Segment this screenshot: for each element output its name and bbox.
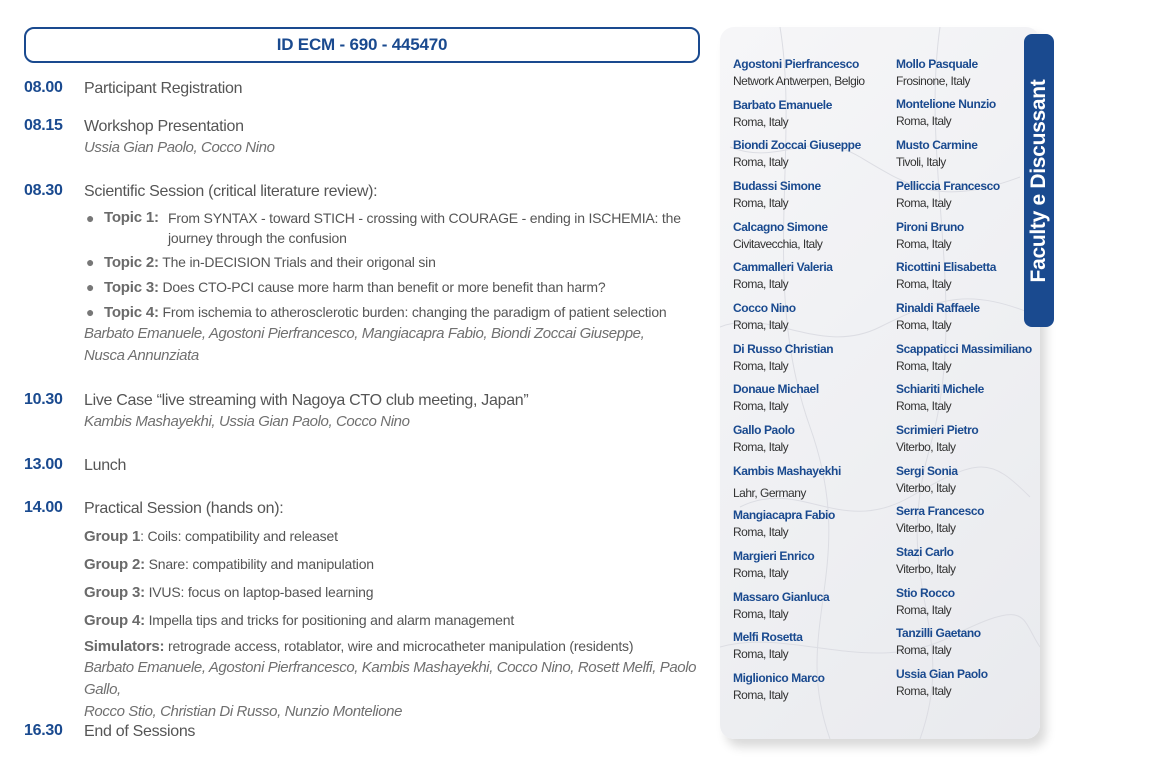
- topic-label: Topic 2:: [104, 254, 159, 271]
- faculty-city: Roma, Italy: [896, 318, 952, 332]
- faculty-name: Cammalleri Valeria: [733, 260, 833, 274]
- faculty-name: Montelione Nunzio: [896, 97, 996, 111]
- topic-label: Topic 3:: [104, 279, 159, 296]
- speaker-names: Barbato Emanuele, Agostoni Pierfrancesco, Mangiacapra Fabio, Biondi Zoccai Giuseppe,: [84, 325, 645, 342]
- group-label: Simulators:: [84, 638, 165, 655]
- bullet-icon: ●: [86, 279, 95, 295]
- faculty-city: Roma, Italy: [896, 684, 952, 698]
- faculty-city: Roma, Italy: [733, 115, 789, 129]
- group-label: Group 4:: [84, 612, 145, 629]
- group-text: IVUS: focus on laptop-based learning: [144, 584, 374, 600]
- faculty-entry: [733, 219, 883, 253]
- faculty-city: Roma, Italy: [733, 440, 789, 454]
- faculty-city: Roma, Italy: [733, 399, 789, 413]
- faculty-city: Lahr, Germany: [733, 486, 806, 500]
- faculty-entry: [733, 300, 883, 334]
- group-text: retrograde access, rotablator, wire and microcatheter manipulation (residents): [164, 638, 634, 654]
- faculty-name: Ricottini Elisabetta: [896, 260, 997, 274]
- faculty-name: Cocco Nino: [733, 301, 796, 315]
- faculty-city: Roma, Italy: [896, 359, 952, 373]
- faculty-city: Viterbo, Italy: [896, 521, 956, 535]
- faculty-name: Musto Carmine: [896, 138, 978, 152]
- faculty-entry: [733, 259, 883, 293]
- faculty-entry: [896, 544, 1046, 578]
- faculty-entry: [733, 629, 883, 663]
- faculty-city: Roma, Italy: [733, 277, 789, 291]
- faculty-entry: [733, 341, 883, 375]
- faculty-entry: [733, 548, 883, 582]
- schedule-time: 08.15: [24, 117, 63, 134]
- topic-item: [84, 208, 704, 248]
- schedule-time: 10.30: [24, 391, 63, 408]
- faculty-city: Roma, Italy: [896, 237, 952, 251]
- ecm-id-banner: [24, 27, 700, 63]
- topic-label: Topic 4:: [104, 304, 159, 321]
- faculty-entry: [896, 422, 1046, 456]
- schedule-time: 08.00: [24, 79, 63, 96]
- schedule-item-0815: [24, 117, 704, 159]
- faculty-name: Rinaldi Raffaele: [896, 301, 980, 315]
- schedule-title: End of Sessions: [84, 723, 196, 740]
- faculty-name: Pelliccia Francesco: [896, 179, 1000, 193]
- faculty-entry: [896, 585, 1046, 619]
- faculty-city: Roma, Italy: [733, 318, 789, 332]
- faculty-city: Roma, Italy: [733, 155, 789, 169]
- faculty-name: Miglionico Marco: [733, 671, 825, 685]
- topic-text: The in-DECISION Trials and their origonal sin: [162, 254, 436, 270]
- topic-item: [84, 252, 704, 273]
- topic-text: Does CTO-PCI cause more harm than benefit or more benefit than harm?: [162, 279, 606, 295]
- faculty-entry: [733, 422, 883, 456]
- faculty-name: Mollo Pasquale: [896, 57, 978, 71]
- speaker-names: Nusca Annunziata: [84, 347, 199, 364]
- faculty-entry: [733, 137, 883, 171]
- faculty-name: Kambis Mashayekhi: [733, 464, 841, 478]
- faculty-entry: [733, 178, 883, 212]
- group-item: [84, 582, 704, 603]
- faculty-city: Viterbo, Italy: [896, 481, 956, 495]
- schedule-item-1030: [24, 391, 704, 433]
- faculty-name: Barbato Emanuele: [733, 98, 832, 112]
- faculty-entry: [733, 97, 883, 131]
- faculty-name: Schiariti Michele: [896, 382, 984, 396]
- faculty-city: Roma, Italy: [733, 359, 789, 373]
- group-item: [84, 526, 704, 547]
- faculty-tab-label: Faculty e Discussant: [1027, 79, 1050, 282]
- faculty-name: Agostoni Pierfrancesco: [733, 57, 859, 71]
- faculty-entry: [733, 670, 883, 704]
- schedule-title: Lunch: [84, 457, 127, 474]
- group-text: Impella tips and tricks for positioning and alarm management: [144, 612, 515, 628]
- faculty-name: Di Russo Christian: [733, 342, 834, 356]
- faculty-name: Stio Rocco: [896, 586, 955, 600]
- faculty-city: Civitavecchia, Italy: [733, 237, 823, 251]
- faculty-entry: [896, 463, 1046, 497]
- faculty-tab: [1024, 34, 1054, 327]
- simulators-item: [84, 636, 704, 657]
- speaker-names: Barbato Emanuele, Agostoni Pierfrancesco, Kambis Mashayekhi, Cocco Nino, Rosett Melfi, Paolo Gallo,: [84, 659, 697, 698]
- faculty-entry: [733, 589, 883, 623]
- faculty-city: Tivoli, Italy: [896, 155, 946, 169]
- faculty-name: Budassi Simone: [733, 179, 821, 193]
- faculty-name: Serra Francesco: [896, 504, 985, 518]
- faculty-city: Viterbo, Italy: [896, 440, 956, 454]
- schedule-time: 14.00: [24, 499, 63, 516]
- faculty-name: Scrimieri Pietro: [896, 423, 979, 437]
- bullet-icon: ●: [86, 304, 95, 320]
- faculty-city: Roma, Italy: [733, 688, 789, 702]
- topic-text: From ischemia to atherosclerotic burden: changing the paradigm of patient selection: [162, 304, 667, 320]
- faculty-city: Roma, Italy: [733, 607, 789, 621]
- group-label: Group 1: [84, 528, 141, 545]
- faculty-name: Donaue Michael: [733, 382, 819, 396]
- faculty-entry: [896, 381, 1046, 415]
- group-text: : Coils: compatibility and releaset: [140, 528, 338, 544]
- faculty-city: Roma, Italy: [896, 399, 952, 413]
- faculty-entry: [733, 56, 883, 90]
- faculty-city: Roma, Italy: [896, 603, 952, 617]
- group-label: Group 3:: [84, 584, 145, 601]
- bullet-icon: ●: [86, 210, 95, 226]
- faculty-city: Roma, Italy: [896, 277, 952, 291]
- schedule-title: Participant Registration: [84, 80, 243, 97]
- faculty-entry: [896, 503, 1046, 537]
- faculty-name: Gallo Paolo: [733, 423, 795, 437]
- faculty-name: Massaro Gianluca: [733, 590, 830, 604]
- speaker-names: Rocco Stio, Christian Di Russo, Nunzio Montelione: [84, 703, 403, 720]
- faculty-name: Melfi Rosetta: [733, 630, 803, 644]
- schedule-time: 08.30: [24, 182, 63, 199]
- schedule-item-1630: [24, 722, 704, 742]
- faculty-city: Roma, Italy: [733, 196, 789, 210]
- speaker-names: Ussia Gian Paolo, Cocco Nino: [84, 139, 275, 156]
- schedule-title: Practical Session (hands on):: [84, 500, 284, 517]
- faculty-name: Ussia Gian Paolo: [896, 667, 988, 681]
- faculty-city: Roma, Italy: [896, 114, 952, 128]
- faculty-entry: [896, 341, 1046, 375]
- schedule-item-0830: [24, 182, 704, 367]
- faculty-city: Roma, Italy: [733, 647, 789, 661]
- topic-item: [84, 277, 704, 298]
- faculty-city: Roma, Italy: [896, 643, 952, 657]
- group-label: Group 2:: [84, 556, 145, 573]
- faculty-name: Mangiacapra Fabio: [733, 508, 835, 522]
- schedule-title: Scientific Session (critical literature review):: [84, 183, 378, 200]
- faculty-city: Network Antwerpen, Belgio: [733, 74, 865, 88]
- faculty-entry: [896, 666, 1046, 700]
- faculty-name: Scappaticci Massimiliano: [896, 342, 1032, 356]
- faculty-entry: [896, 625, 1046, 659]
- schedule-item-1400: [24, 499, 704, 723]
- schedule-item-0800: [24, 79, 704, 99]
- group-item: [84, 610, 704, 631]
- faculty-name: Tanzilli Gaetano: [896, 626, 981, 640]
- faculty-city: Roma, Italy: [733, 525, 789, 539]
- faculty-city: Roma, Italy: [896, 196, 952, 210]
- faculty-name: Biondi Zoccai Giuseppe: [733, 138, 861, 152]
- schedule-item-1300: [24, 456, 704, 476]
- faculty-name: Stazi Carlo: [896, 545, 954, 559]
- faculty-entry: [733, 507, 883, 541]
- faculty-name: Calcagno Simone: [733, 220, 828, 234]
- faculty-name: Sergi Sonia: [896, 464, 958, 478]
- topic-text: From SYNTAX - toward STICH - crossing with COURAGE - ending in ISCHEMIA: the journey through the confusion: [168, 210, 681, 246]
- group-item: [84, 554, 704, 575]
- faculty-city: Frosinone, Italy: [896, 74, 971, 88]
- ecm-id-text: ID ECM - 690 - 445470: [276, 35, 448, 54]
- schedule-title: Workshop Presentation: [84, 118, 244, 135]
- topic-item: [84, 302, 704, 323]
- schedule-title: Live Case “live streaming with Nagoya CTO club meeting, Japan”: [84, 392, 529, 409]
- faculty-name: Pironi Bruno: [896, 220, 964, 234]
- faculty-entry: [733, 463, 883, 502]
- schedule-time: 13.00: [24, 456, 63, 473]
- group-text: Snare: compatibility and manipulation: [144, 556, 374, 572]
- faculty-entry: [733, 381, 883, 415]
- topic-label: Topic 1:: [104, 209, 159, 226]
- faculty-city: Roma, Italy: [733, 566, 789, 580]
- faculty-city: Viterbo, Italy: [896, 562, 956, 576]
- faculty-name: Margieri Enrico: [733, 549, 815, 563]
- bullet-icon: ●: [86, 254, 95, 270]
- schedule-time: 16.30: [24, 722, 63, 739]
- speaker-names: Kambis Mashayekhi, Ussia Gian Paolo, Cocco Nino: [84, 413, 410, 430]
